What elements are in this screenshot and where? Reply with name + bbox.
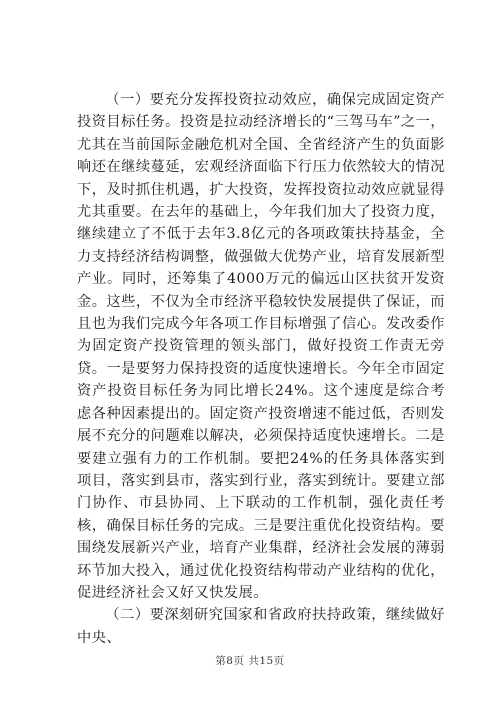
- paragraph-1: （一）要充分发挥投资拉动效应，确保完成固定资产投资目标任务。投资是拉动经济增长的“三驾马车”之一，尤其在当前国际金融危机对全国、全省经济产生的负面影响还在继续蔓延，宏观经济面临下行压力依然较大的情况下，及时抓住机遇，扩大投资，发挥投资拉动效应就显得尤其重要。在去年的基础上，今年我们加大了投资力度，继续建立了不低于去年3.8亿元的各项政策扶持基金，全力支持经济结构调整，做强做大优势产业，培育发展新型产业。同时，还筹集了4000万元的偏远山区扶贫开发资金。这些，不仅为全市经济平稳较快发展提供了保证，而且也为我们完成今年各项工作目标增强了信心。发改委作为固定资产投资管理的领头部门，做好投资工作责无旁贷。一是要努力保持投资的适度快速增长。今年全市固定资产投资目标任务为同比增长24%。这个速度是综合考虑各种因素提出的。固定资产投资增速不能过低，否则发展不充分的问题难以解决，必须保持适度快速增长。二是要建立强有力的工作机制。要把24%的任务具体落实到项目，落实到县市，落实到行业，落实到统计。要建立部门协作、市县协同、上下联动的工作机制，强化责任考核，确保目标任务的完成。三是要注重优化投资结构。要围绕发展新兴产业，培育产业集群，经济社会发展的薄弱环节加大投入，通过优化投资结构带动产业结构的优化，促进经济社会又好又快发展。: [77, 92, 446, 601]
- document-body: [77, 89, 445, 649]
- page-footer: 第8页 共15页: [215, 655, 285, 667]
- paragraph-2: （二）要深刻研究国家和省政府扶持政策，继续做好中央、: [77, 607, 445, 646]
